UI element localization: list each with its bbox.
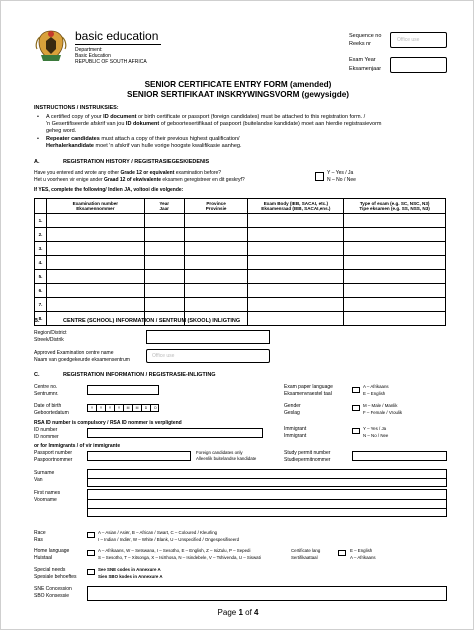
table-cell[interactable] xyxy=(46,214,144,228)
race-checkbox[interactable] xyxy=(87,532,95,538)
table-cell[interactable] xyxy=(248,284,344,298)
exam-language-label-af: Eksamenvraestel taal xyxy=(284,391,332,397)
dept-name: Basic Education xyxy=(75,53,111,59)
table-row xyxy=(35,298,446,312)
table-cell[interactable] xyxy=(144,256,184,270)
gender-label-af: Geslag xyxy=(284,410,300,416)
study-permit-label: Study permit number xyxy=(284,450,331,456)
table-row xyxy=(35,214,446,228)
table-cell[interactable] xyxy=(344,312,446,326)
special-needs-label: Special needs xyxy=(34,567,66,573)
race-label-af: Ras xyxy=(34,537,43,543)
immigrant-checkbox[interactable] xyxy=(352,428,360,434)
passport-label-af: Paspoortnommer xyxy=(34,457,73,463)
if-yes-instruction: If YES, complete the following/ Indien JA, voltooi die volgende: xyxy=(34,187,184,193)
exam-language-label: Exam paper language xyxy=(284,384,333,390)
table-cell[interactable] xyxy=(144,242,184,256)
instruction-2-line-2: Herhalerkandidate moet 'n afskrif van hulle vorige hoogste kwalifikasie aanheg. xyxy=(46,143,242,149)
column-header: Examination number Eksamennommer xyxy=(46,199,144,214)
table-cell[interactable] xyxy=(184,242,248,256)
option-english: E – English xyxy=(350,548,373,553)
immigrant-label-af: Immigrant xyxy=(284,433,307,439)
table-row xyxy=(35,270,446,284)
foreign-candidates-note: Foreign candidates only xyxy=(196,450,243,455)
table-cell[interactable] xyxy=(144,270,184,284)
dept-label: Department: xyxy=(75,47,103,53)
table-cell[interactable] xyxy=(46,270,144,284)
rsa-id-notice: RSA ID number is compulsory / RSA ID nommer is verpligtend xyxy=(34,420,182,426)
section-a-letter: A. xyxy=(34,159,40,165)
special-needs-checkbox[interactable] xyxy=(87,569,95,575)
dob-label: Date of birth xyxy=(34,403,62,409)
table-cell[interactable] xyxy=(46,228,144,242)
study-permit-field[interactable] xyxy=(352,451,447,461)
approved-centre-field[interactable] xyxy=(146,349,270,363)
row-number-header xyxy=(35,199,47,214)
study-permit-label-af: Studiepermitnommer xyxy=(284,457,331,463)
approved-centre-label: Approved Examination centre name xyxy=(34,350,114,356)
option-yes: Y – Yes / Ja xyxy=(363,426,387,431)
row-number: 7. xyxy=(35,298,47,312)
region-label: Region/District xyxy=(34,330,67,336)
table-cell[interactable] xyxy=(46,256,144,270)
option-afrikaans: A – Afrikaans xyxy=(350,555,376,560)
table-cell[interactable] xyxy=(248,214,344,228)
table-row xyxy=(35,256,446,270)
certificate-language-label-af: Sertifikaattaal xyxy=(291,555,318,560)
special-needs-label-af: Spesiale behoeftes xyxy=(34,574,77,580)
table-cell[interactable] xyxy=(248,312,344,326)
prior-exam-question: Have you entered and wrote any other Grade 12 or equivalent examination before? xyxy=(34,170,222,176)
table-cell[interactable] xyxy=(344,214,446,228)
table-cell[interactable] xyxy=(144,214,184,228)
table-row xyxy=(35,228,446,242)
table-cell[interactable] xyxy=(184,256,248,270)
table-cell[interactable] xyxy=(344,298,446,312)
first-names-label: First names xyxy=(34,490,61,496)
table-cell[interactable] xyxy=(184,284,248,298)
prior-exam-checkbox[interactable] xyxy=(315,172,324,181)
row-number: 1. xyxy=(35,214,47,228)
home-language-options-1: A – Afrikaans, W – Setswana, I – Sesotho, E – English, Z – IsiZulu, P – Sepedi xyxy=(98,548,251,553)
first-names-field[interactable] xyxy=(87,489,447,517)
gender-checkbox[interactable] xyxy=(352,405,360,411)
field-divider xyxy=(88,499,446,500)
approved-centre-label-af: Naam van goedgekeurde eksamensentrum xyxy=(34,357,130,363)
sequence-label-af: Reeks nr xyxy=(349,41,372,47)
region-label-af: Streek/Distrik xyxy=(34,337,64,343)
option-male: M – Male / Manlik xyxy=(363,403,398,408)
table-cell[interactable] xyxy=(248,256,344,270)
option-english: E – English xyxy=(363,391,386,396)
certificate-language-label: Certificate lang xyxy=(291,548,321,553)
sequence-number-field[interactable] xyxy=(390,32,447,48)
table-cell[interactable] xyxy=(344,284,446,298)
table-cell[interactable] xyxy=(46,298,144,312)
table-cell[interactable] xyxy=(248,298,344,312)
dob-digit: M xyxy=(133,405,142,412)
option-female: F – Female / Vroulik xyxy=(363,410,403,415)
option-no: N – No / Nee xyxy=(363,433,389,438)
column-header: Year Jaar xyxy=(144,199,184,214)
race-label: Race xyxy=(34,530,46,536)
row-number: 5. xyxy=(35,270,47,284)
section-b-letter: B. xyxy=(34,318,40,324)
table-cell[interactable] xyxy=(344,242,446,256)
section-c-letter: C. xyxy=(34,372,40,378)
certificate-language-checkbox[interactable] xyxy=(338,550,346,556)
exam-year-field[interactable] xyxy=(390,57,447,73)
form-title-af: SENIOR SERTIFIKAAT INSKRYWINGSVORM (gewysigde) xyxy=(127,90,349,99)
immigrant-label: Immigrant xyxy=(284,426,307,432)
instruction-1-line-1: A certified copy of your ID document or birth certificate or passport (foreign candidates) must be attached to this registration form. / xyxy=(46,114,366,120)
table-cell[interactable] xyxy=(46,284,144,298)
region-field[interactable] xyxy=(146,330,270,344)
dob-digit: Y xyxy=(115,405,124,412)
gender-label: Gender xyxy=(284,403,301,409)
home-language-label-af: Huistaal xyxy=(34,555,53,561)
option-afrikaans: A – Afrikaans xyxy=(363,384,389,389)
id-number-label-af: ID nommer xyxy=(34,434,59,440)
home-language-checkbox[interactable] xyxy=(87,550,95,556)
coat-of-arms-logo xyxy=(33,27,69,67)
registration-history-table xyxy=(34,198,446,326)
bullet-icon: • xyxy=(37,114,39,120)
row-number: 2. xyxy=(35,228,47,242)
table-cell[interactable] xyxy=(184,298,248,312)
dob-field[interactable] xyxy=(87,404,159,412)
option-no: N – No / Nee xyxy=(327,177,356,183)
passport-number-field[interactable] xyxy=(87,451,191,461)
table-cell[interactable] xyxy=(248,228,344,242)
sne-concession-field[interactable] xyxy=(87,586,447,601)
table-cell[interactable] xyxy=(144,284,184,298)
table-cell[interactable] xyxy=(344,256,446,270)
prior-exam-question-af: Het u voorheen vir enige ander Graad 12 of ekwivalente eksamen geregistreer en dit geskryf? xyxy=(34,177,245,183)
row-number: 8. xyxy=(35,312,47,326)
brand-rule xyxy=(75,44,161,45)
table-cell[interactable] xyxy=(344,228,446,242)
home-language-options-2: S – Sesotho, T – Xitsonga, X – IsiXhosa, N – Isindebele, V – Tshivenda, U – Siswati xyxy=(98,555,261,560)
dob-digit: M xyxy=(124,405,133,412)
exam-year-label: Exam Year xyxy=(349,57,376,63)
table-cell[interactable] xyxy=(248,270,344,284)
passport-label: Passport number xyxy=(34,450,73,456)
centre-number-label: Centre no. xyxy=(34,384,58,390)
surname-field[interactable] xyxy=(87,469,447,487)
dob-digit: Y xyxy=(106,405,115,412)
option-yes: Y – Yes / Ja xyxy=(327,170,354,176)
exam-language-checkbox[interactable] xyxy=(352,387,360,393)
dob-digit: D xyxy=(142,405,151,412)
dob-label-af: Geboortedatum xyxy=(34,410,69,416)
dob-digit: Y xyxy=(88,405,97,412)
table-row xyxy=(35,242,446,256)
centre-number-field[interactable] xyxy=(87,385,159,395)
table-cell[interactable] xyxy=(184,228,248,242)
foreign-candidates-note-af: Alleenlik buitelandse kandidate xyxy=(196,456,257,461)
instructions-heading: INSTRUCTIONS / INSTRUKSIES: xyxy=(34,105,119,111)
sne-codes-note-af: Sien SBO kodes in Annexure A xyxy=(98,574,163,579)
section-a-heading: REGISTRATION HISTORY / REGISTRASIEGESKIEDENIS xyxy=(63,159,210,165)
column-header: Province Provinsie xyxy=(184,199,248,214)
column-header: Exam Body (IEB, SACAI, etc.) Eksamenraad (IEB, SACAI,ens.) xyxy=(248,199,344,214)
section-b-heading: CENTRE (SCHOOL) INFORMATION / SENTRUM (SKOOL) INLIGTING xyxy=(63,318,241,324)
home-language-label: Home language xyxy=(34,548,70,554)
form-title: SENIOR CERTIFICATE ENTRY FORM (amended) xyxy=(144,80,332,89)
surname-label: Surname xyxy=(34,470,55,476)
sequence-label: Sequence no xyxy=(349,33,382,39)
dob-digit: D xyxy=(154,406,157,410)
sequence-placeholder: Office use xyxy=(397,37,420,43)
race-options-1: A – Asian / Asiër, B – African / Swart, C – Coloured / Kleurling xyxy=(98,530,218,535)
table-cell[interactable] xyxy=(46,242,144,256)
table-header-row xyxy=(35,199,446,214)
bullet-icon: • xyxy=(37,136,39,142)
instruction-1-line-3: geheg word. xyxy=(46,128,77,134)
immigrants-notice: or for Immigrants / of vir immigrante xyxy=(34,443,121,449)
sne-concession-label-af: SBO Konsessie xyxy=(34,593,70,599)
race-options-2: I – Indian / Indiër, W – White / Blank, U – Unspecified / Ongespesifiseerd xyxy=(98,537,240,542)
country-name: REPUBLIC OF SOUTH AFRICA xyxy=(75,59,147,65)
table-cell[interactable] xyxy=(184,270,248,284)
field-divider xyxy=(88,478,446,479)
surname-label-af: Van xyxy=(34,477,43,483)
table-cell[interactable] xyxy=(144,228,184,242)
office-use-placeholder: Office use xyxy=(152,353,175,359)
exam-year-label-af: Eksamenjaar xyxy=(349,66,382,72)
centre-number-label-af: Sentrumnr. xyxy=(34,391,59,397)
table-cell[interactable] xyxy=(344,270,446,284)
sne-concession-label: SNE Concession xyxy=(34,586,72,592)
brand-name: basic education xyxy=(75,29,159,43)
sne-codes-note: See SNE codes in Annexure A xyxy=(98,567,161,572)
instruction-2-line-1: Repeater candidates must attach a copy of their previous highest qualification/ xyxy=(46,136,240,142)
id-number-label: ID number xyxy=(34,427,58,433)
column-header: Type of exam (e.g. SC, NSC, N3) Tipe eksamen (e.g. SS, NSS, N3) xyxy=(344,199,446,214)
field-divider xyxy=(88,508,446,509)
dob-digit: Y xyxy=(97,405,106,412)
table-row xyxy=(35,284,446,298)
table-cell[interactable] xyxy=(144,298,184,312)
id-number-field[interactable] xyxy=(87,428,263,438)
page-number: Page 1 of 4 xyxy=(217,608,259,617)
row-number: 3. xyxy=(35,242,47,256)
first-names-label-af: Voorname xyxy=(34,497,57,503)
section-c-heading: REGISTRATION INFORMATION / REGISTRASIE-INLIGTING xyxy=(63,372,216,378)
table-cell[interactable] xyxy=(184,214,248,228)
row-number: 4. xyxy=(35,256,47,270)
table-cell[interactable] xyxy=(248,242,344,256)
instruction-1-line-2: 'n Gesertifiseerde afskrif van jou ID dokument of geboortesertifikaat of paspoort (buitelandse kandidate) moet aan hierdie registrasievorm xyxy=(46,121,382,127)
row-number: 6. xyxy=(35,284,47,298)
